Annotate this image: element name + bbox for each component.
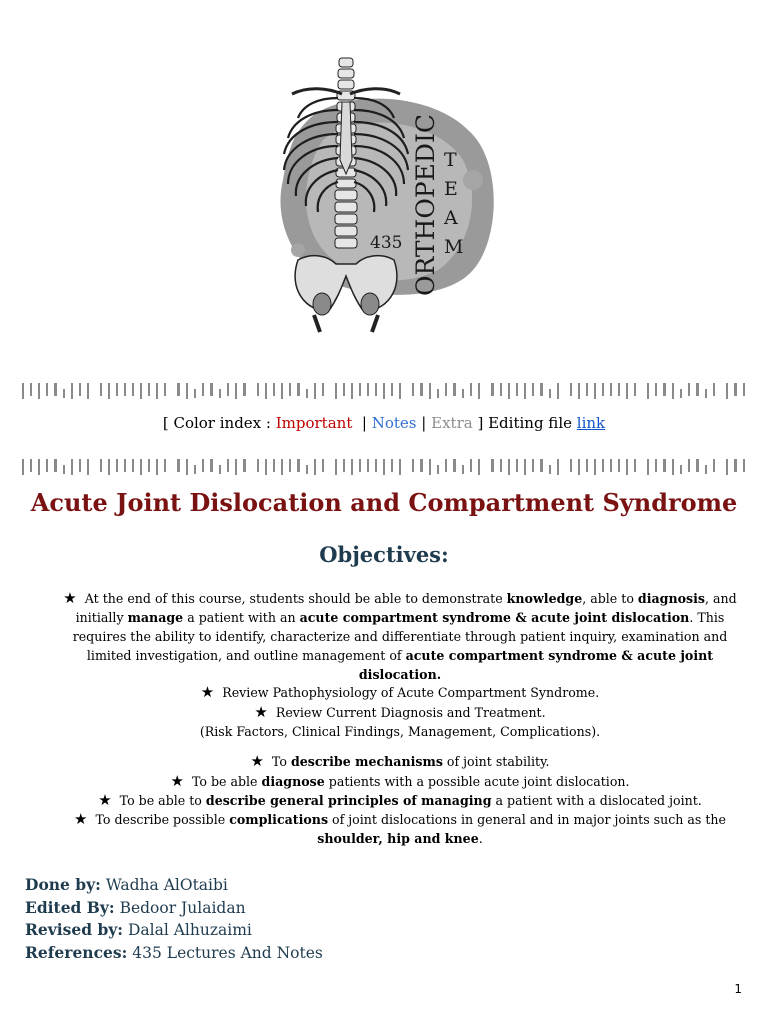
- barcode-bar: [618, 459, 620, 472]
- notes-label: Notes: [371, 414, 417, 432]
- barcode-bar: [257, 459, 259, 472]
- logo-team-letter: T: [444, 149, 457, 171]
- barcode-bar: [63, 465, 65, 474]
- barcode-bar: [177, 459, 180, 472]
- barcode-bar: [549, 465, 551, 474]
- barcode-bar: [586, 383, 588, 396]
- barcode-bar: [516, 459, 518, 472]
- objective-item-7: ★ To describe possible complications of joint dislocations in general and in major joints such as the shoulder, hip and knee.: [73, 810, 727, 846]
- barcode-bar: [602, 459, 604, 472]
- barcode-bar: [437, 465, 439, 474]
- barcode-bar: [243, 459, 246, 472]
- barcode-bar: [672, 459, 674, 475]
- barcode-bar: [46, 459, 48, 472]
- barcode-bar: [399, 383, 401, 399]
- barcode-bar: [132, 459, 134, 472]
- barcode-bar: [383, 383, 385, 399]
- barcode-bar: [663, 459, 666, 472]
- barcode-bar: [524, 383, 526, 399]
- barcode-bar: [297, 459, 300, 472]
- barcode-bar: [412, 383, 414, 396]
- barcode-bar: [516, 383, 518, 396]
- objective-item-3: ★ Review Current Diagnosis and Treatment. (Risk Factors, Clinical Findings, Management, Complications).: [199, 703, 601, 739]
- barcode-bar: [210, 459, 213, 472]
- barcode-bar: [87, 383, 89, 399]
- barcode-bar: [586, 459, 588, 472]
- star-icon: ★: [250, 752, 264, 770]
- barcode-bar: [672, 383, 674, 399]
- barcode-bar: [634, 383, 636, 396]
- page-number: 1: [734, 982, 742, 996]
- barcode-bar: [124, 383, 126, 396]
- barcode-bar: [524, 459, 526, 475]
- barcode-bar: [322, 459, 324, 472]
- barcode-bar: [63, 389, 65, 398]
- barcode-bar: [164, 459, 166, 472]
- logo-orthopedic-text: ORTHOPEDIC: [411, 114, 440, 296]
- barcode-bar: [610, 459, 612, 472]
- barcode-bar: [273, 459, 275, 472]
- barcode-bar: [500, 383, 502, 396]
- barcode-bar: [462, 389, 464, 398]
- barcode-bar: [343, 383, 345, 396]
- color-index-open: [ Color index :: [162, 414, 276, 432]
- barcode-bar: [108, 383, 110, 399]
- logo-team-letter: M: [444, 236, 464, 258]
- barcode-bar: [38, 459, 40, 475]
- separator: |: [361, 414, 367, 432]
- barcode-bar: [610, 383, 612, 396]
- barcode-bar: [219, 465, 221, 474]
- barcode-bar: [100, 383, 102, 396]
- barcode-bar: [148, 383, 150, 396]
- barcode-bar: [359, 383, 361, 396]
- barcode-bar: [367, 383, 369, 396]
- barcode-bar: [570, 459, 572, 472]
- star-icon: ★: [200, 683, 215, 701]
- barcode-bar: [140, 459, 142, 475]
- barcode-bar: [532, 459, 534, 472]
- barcode-bar: [655, 383, 657, 396]
- barcode-bar: [116, 459, 118, 472]
- barcode-bar: [557, 459, 559, 475]
- barcode-bar: [335, 383, 337, 399]
- objective-item-4: ★ To describe mechanisms of joint stability.: [250, 752, 550, 770]
- barcode-bar: [79, 383, 81, 396]
- important-label: Important: [275, 414, 353, 432]
- barcode-bar: [445, 383, 447, 396]
- barcode-bar: [445, 459, 447, 472]
- barcode-bar: [22, 383, 24, 399]
- barcode-bar: [156, 383, 158, 399]
- barcode-bar: [194, 465, 196, 474]
- barcode-bar: [549, 389, 551, 398]
- barcode-bar: [219, 389, 221, 398]
- barcode-bar: [540, 459, 543, 472]
- barcode-bar: [420, 383, 423, 396]
- star-icon: ★: [170, 772, 184, 790]
- barcode-bar: [578, 459, 580, 475]
- barcode-bar: [688, 459, 690, 472]
- barcode-bar: [71, 459, 73, 475]
- barcode-bar: [100, 459, 102, 472]
- barcode-bar: [148, 459, 150, 472]
- edited-by-line: Edited By: Bedoor Julaidan: [25, 897, 246, 917]
- objective-item-5: ★ To be able diagnose patients with a possible acute joint dislocation.: [170, 772, 630, 790]
- barcode-bar: [30, 459, 32, 472]
- barcode-bar: [713, 383, 715, 396]
- logo-number: 435: [370, 233, 403, 253]
- barcode-bar: [696, 383, 699, 396]
- barcode-bar: [186, 459, 188, 475]
- barcode-bar: [602, 383, 604, 396]
- barcode-bar: [680, 389, 682, 398]
- barcode-bar: [618, 383, 620, 396]
- barcode-bar: [570, 383, 572, 396]
- barcode-bar: [705, 389, 707, 398]
- barcode-bar: [194, 389, 196, 398]
- barcode-bar: [124, 459, 126, 472]
- editing-file-link[interactable]: link: [576, 414, 606, 432]
- skeleton-torso-icon: [280, 58, 493, 332]
- barcode-bar: [186, 383, 188, 399]
- barcode-bar: [257, 383, 259, 396]
- barcode-bar: [491, 383, 494, 396]
- barcode-bar: [367, 459, 369, 472]
- barcode-bar: [30, 383, 32, 396]
- barcode-bar: [351, 459, 353, 475]
- barcode-bar: [655, 459, 657, 472]
- color-index-close: ] Editing file: [477, 414, 572, 432]
- barcode-bar: [297, 383, 300, 396]
- barcode-bar: [227, 383, 229, 396]
- page-title: Acute Joint Dislocation and Compartment Syndrome: [30, 488, 738, 517]
- barcode-bar: [508, 383, 510, 399]
- barcode-bar: [634, 459, 636, 472]
- barcode-bar: [54, 383, 57, 396]
- barcode-bar: [54, 459, 57, 472]
- references-line: References: 435 Lectures And Notes: [25, 942, 323, 962]
- star-icon: ★: [98, 791, 112, 809]
- orthopedic-team-logo: [268, 50, 500, 340]
- objectives-heading: Objectives:: [319, 542, 449, 567]
- barcode-bar: [375, 459, 377, 472]
- barcode-bar: [726, 459, 728, 475]
- barcode-bar: [281, 383, 283, 399]
- barcode-bar: [46, 383, 48, 396]
- barcode-bar: [688, 383, 690, 396]
- barcode-bar: [335, 459, 337, 475]
- barcode-bar: [594, 459, 596, 475]
- barcode-bar: [265, 383, 267, 399]
- star-icon: ★: [73, 810, 88, 828]
- barcode-bar: [383, 459, 385, 475]
- barcode-bar: [743, 383, 745, 396]
- barcode-bar: [71, 383, 73, 399]
- barcode-bar: [462, 465, 464, 474]
- logo-team-letter: A: [444, 207, 458, 229]
- barcode-bar: [281, 459, 283, 475]
- barcode-bar: [734, 459, 737, 472]
- barcode-bar: [429, 459, 431, 475]
- barcode-bar: [177, 383, 180, 396]
- barcode-bar: [87, 459, 89, 475]
- barcode-bar: [399, 459, 401, 475]
- barcode-bar: [351, 383, 353, 399]
- barcode-bar: [306, 389, 308, 398]
- barcode-bar: [647, 383, 649, 399]
- barcode-bar: [453, 459, 456, 472]
- barcode-bar: [243, 383, 246, 396]
- barcode-bar: [359, 459, 361, 472]
- barcode-bar: [734, 383, 737, 396]
- barcode-bar: [696, 459, 699, 472]
- credits: [25, 874, 323, 964]
- barcode-bar: [22, 459, 24, 475]
- barcode-bar: [314, 459, 316, 475]
- barcode-bar: [116, 383, 118, 396]
- barcode-bar: [322, 383, 324, 396]
- barcode-bar: [532, 383, 534, 396]
- barcode-bar: [210, 383, 213, 396]
- barcode-bar: [626, 459, 628, 475]
- barcode-bar: [540, 383, 543, 396]
- barcode-bar: [478, 459, 480, 475]
- barcode-bar: [626, 383, 628, 399]
- barcode-bar: [420, 459, 423, 472]
- barcode-bar: [663, 383, 666, 396]
- barcode-bar: [391, 459, 393, 472]
- barcode-bar: [412, 459, 414, 472]
- barcode-bar: [713, 459, 715, 472]
- barcode-bar: [38, 383, 40, 399]
- barcode-bar: [437, 389, 439, 398]
- barcode-bar: [235, 383, 237, 399]
- barcode-bar: [594, 383, 596, 399]
- logo-team-letter: E: [444, 178, 458, 200]
- barcode-bar: [429, 383, 431, 399]
- revised-by-line: Revised by: Dalal Alhuzaimi: [25, 920, 252, 939]
- barcode-bar: [557, 383, 559, 399]
- barcode-bar: [491, 459, 494, 472]
- objective-item-6: ★ To be able to describe general principles of managing a patient with a dislocated joint.: [98, 791, 702, 809]
- barcode-bar: [202, 459, 204, 472]
- barcode-bar: [508, 459, 510, 475]
- barcode-bar: [470, 383, 472, 396]
- barcode-bar: [314, 383, 316, 399]
- star-icon: ★: [63, 589, 77, 607]
- decorative-barcode-bottom: [22, 456, 746, 478]
- barcode-bar: [375, 383, 377, 396]
- done-by-line: Done by: Wadha AlOtaibi: [25, 875, 228, 894]
- color-index: [0, 414, 768, 432]
- barcode-bar: [289, 459, 291, 472]
- barcode-bar: [705, 465, 707, 474]
- barcode-bar: [478, 383, 480, 399]
- barcode-bar: [726, 383, 728, 399]
- barcode-bar: [680, 465, 682, 474]
- barcode-bar: [108, 459, 110, 475]
- barcode-bar: [453, 383, 456, 396]
- star-icon: ★: [254, 703, 268, 721]
- barcode-bar: [164, 383, 166, 396]
- objective-item-2: ★ Review Pathophysiology of Acute Compartment Syndrome.: [200, 683, 600, 701]
- barcode-bar: [156, 459, 158, 475]
- barcode-bar: [343, 459, 345, 472]
- barcode-bar: [140, 383, 142, 399]
- barcode-bar: [265, 459, 267, 475]
- barcode-bar: [500, 459, 502, 472]
- barcode-bar: [470, 459, 472, 472]
- barcode-bar: [391, 383, 393, 396]
- barcode-bar: [202, 383, 204, 396]
- barcode-bar: [647, 459, 649, 475]
- barcode-bar: [289, 383, 291, 396]
- barcode-bar: [79, 459, 81, 472]
- barcode-bar: [306, 465, 308, 474]
- barcode-bar: [578, 383, 580, 399]
- barcode-bar: [235, 459, 237, 475]
- decorative-barcode-top: [22, 380, 746, 402]
- barcode-bar: [132, 383, 134, 396]
- barcode-bar: [227, 459, 229, 472]
- barcode-bar: [273, 383, 275, 396]
- separator: |: [421, 414, 427, 432]
- barcode-bar: [743, 459, 745, 472]
- objective-item-1: ★ At the end of this course, students should be able to demonstrate knowledge, able to diagnosis, and initially manage a patient with an acute compartment syndrome & acute joint dislocation. This requires the ability to identify, characterize and differentiate through patient inquiry, examination and limited investigation, and outline management of acute compartment syndrome & acute joint dislocation.: [63, 589, 737, 682]
- extra-label: Extra: [431, 414, 473, 432]
